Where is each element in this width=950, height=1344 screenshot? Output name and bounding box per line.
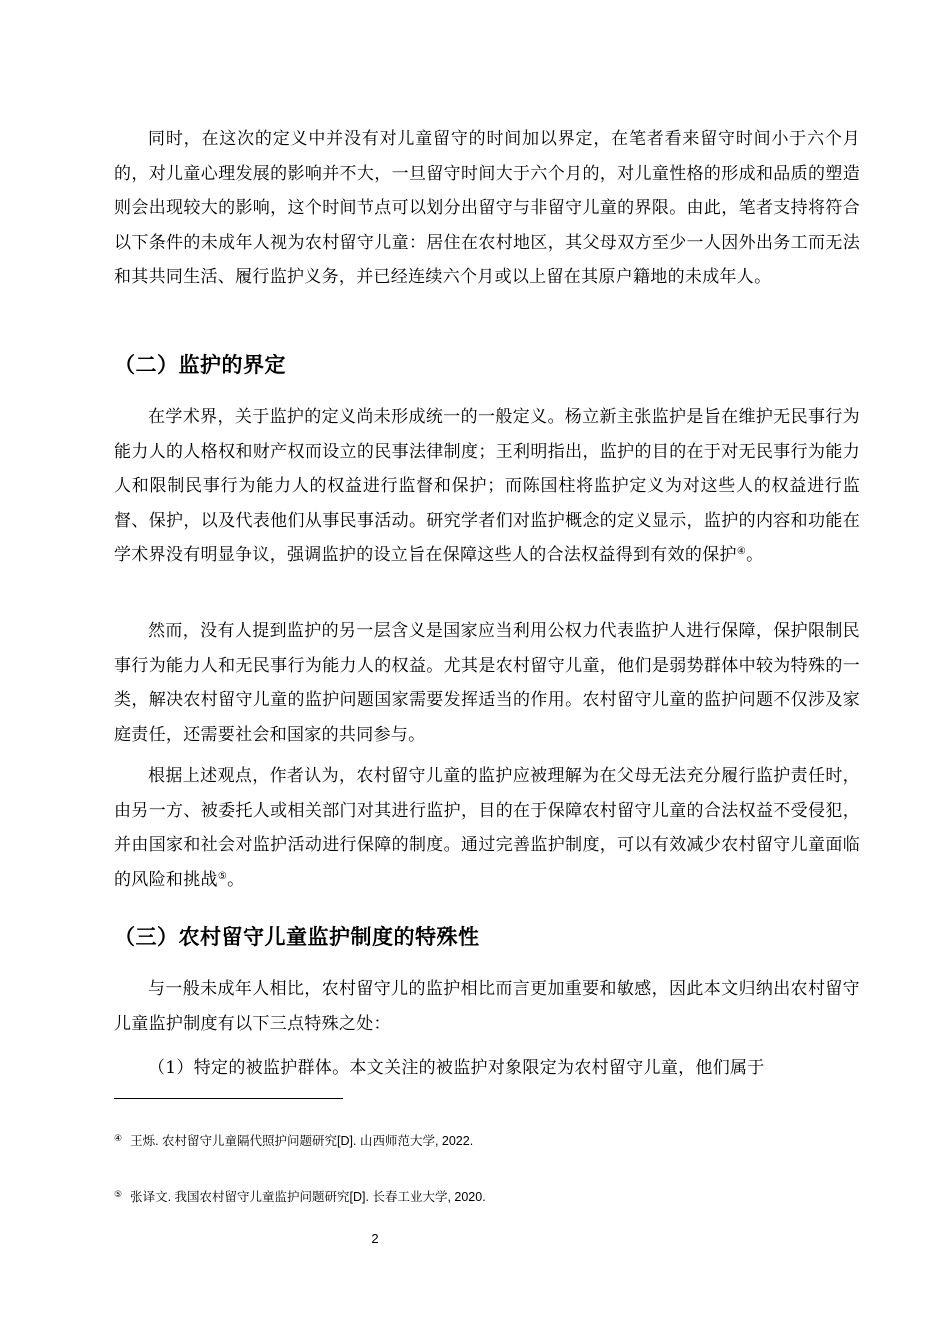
paragraph-text: 同时，在这次的定义中并没有对儿童留守的时间加以界定，在笔者看来留守时间小于六个月的，对儿童心理发展的影响并不大，一旦留守时间大于六个月的，对儿童性格的形成和品质的塑造则会出现较大的影响，这个时间节点可以划分出留守与非留守儿童的界限。由此，笔者支持将符合以下条件的未成年人视为农村留守儿童：居住在农村地区，其父母双方至少一人因外出务工而无法和其共同生活、履行监护义务，并已经连续六个月或以上留在其原户籍地的未成年人。 (114, 129, 860, 287)
paragraph-text-end: 。 (227, 869, 245, 890)
paragraph-text-end: 。 (746, 545, 764, 565)
footnote-separator (114, 1098, 343, 1099)
footnote-4 (114, 1131, 473, 1149)
paragraph-text: 在学术界，关于监护的定义尚未形成统一的一般定义。杨立新主张监护是旨在维护无民事行为能力人的人格权和财产权而设立的民事法律制度；王利明指出，监护的目的在于对无民事行为能力人和限制民事行为能力人的权益进行监督和保护；而陈国柱将监护定义为对这些人的权益进行监督、保护，以及代表他们从事民事活动。研究学者们对监护概念的定义显示，监护的内容和功能在学术界没有明显争议，强调监护的设立旨在保障这些人的合法权益得到有效的保护 (114, 407, 860, 565)
footnote-marker: ④ (114, 1133, 123, 1143)
footnote-text: 张译文. 我国农村留守儿童监护问题研究[D]. 长春工业大学, 2020. (130, 1190, 486, 1204)
paragraph-academic-definitions (114, 400, 860, 573)
footnote-text: 王烁. 农村留守儿童隔代照护问题研究[D]. 山西师范大学, 2022. (130, 1134, 474, 1148)
footnote-5 (114, 1187, 486, 1205)
section-heading-guardianship-definition: （二）监护的界定 (114, 353, 286, 377)
page-number: 2 (371, 1231, 379, 1246)
paragraph-three-features-intro (114, 972, 860, 1041)
paragraph-leftover-duration (114, 122, 860, 295)
paragraph-author-view (114, 759, 860, 897)
paragraph-text: （1）特定的被监护群体。本文关注的被监护对象限定为农村留守儿童，他们属于 (148, 1058, 765, 1078)
paragraph-text: 与一般未成年人相比，农村留守儿的监护相比而言更加重要和敏感，因此本文归纳出农村留守儿童监护制度有以下三点特殊之处： (114, 979, 860, 1034)
footnote-marker: ⑤ (114, 1189, 123, 1199)
paragraph-text: 根据上述观点，作者认为，农村留守儿童的监护应被理解为在父母无法充分履行监护责任时，由另一方、被委托人或相关部门对其进行监护，目的在于保障农村留守儿童的合法权益不受侵犯，并由国家和社会对监护活动进行保障的制度。通过完善监护制度，可以有效减少农村留守儿童面临的风险和挑战 (114, 766, 860, 890)
paragraph-text: 然而，没有人提到监护的另一层含义是国家应当利用公权力代表监护人进行保障，保护限制民事行为能力人和无民事行为能力人的权益。尤其是农村留守儿童，他们是弱势群体中较为特殊的一类，解决农村留守儿童的监护问题国家需要发挥适当的作用。农村留守儿童的监护问题不仅涉及家庭责任，还需要社会和国家的共同参与。 (114, 621, 860, 745)
paragraph-state-role (114, 614, 860, 752)
footnote-reference-4[interactable]: ④ (736, 546, 747, 557)
section-heading-special-features: （三）农村留守儿童监护制度的特殊性 (114, 925, 480, 949)
paragraph-feature-1 (114, 1051, 860, 1086)
footnote-reference-5[interactable]: ⑤ (217, 870, 228, 882)
